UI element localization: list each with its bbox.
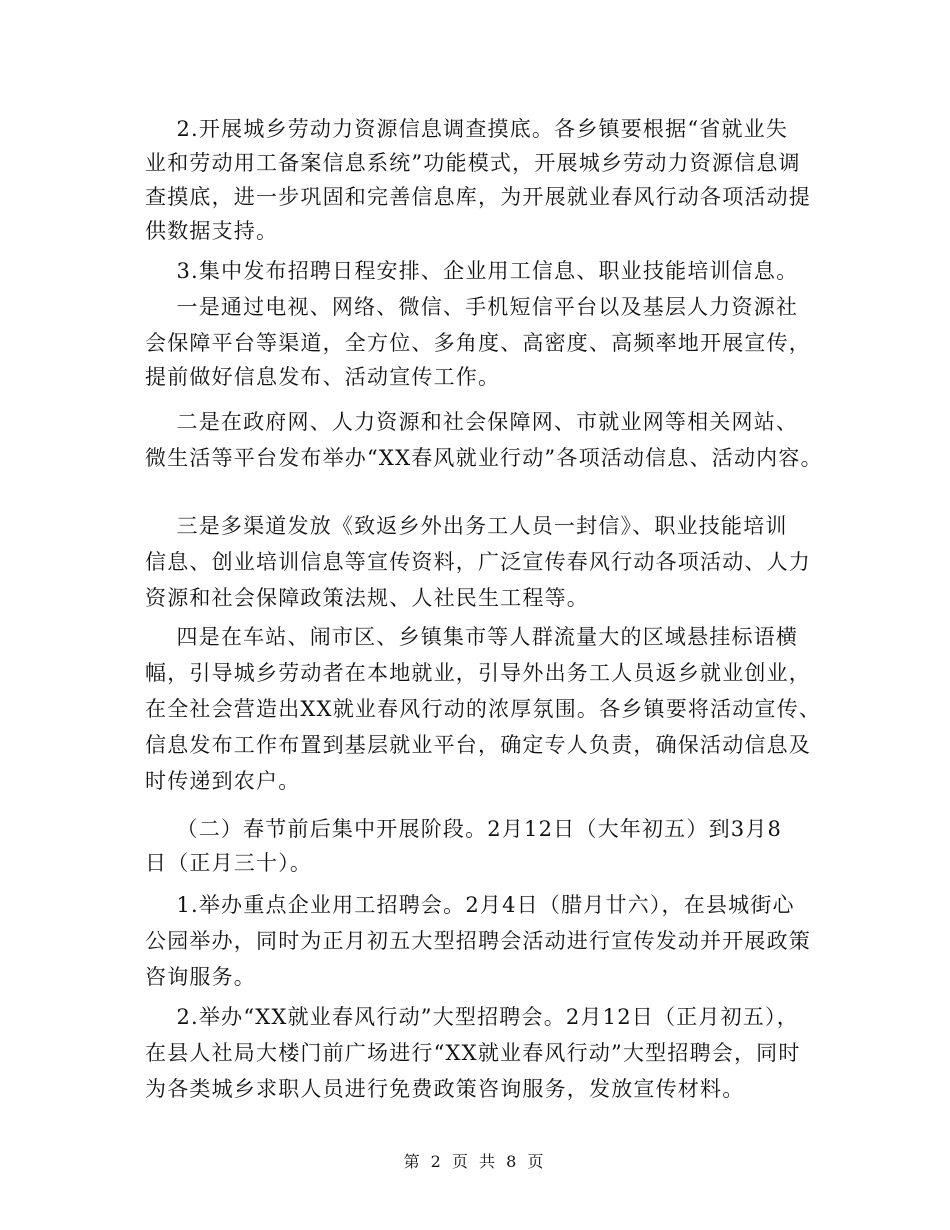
text-line: 三是多渠道发放《致返乡外出务工人员一封信》、职业技能培训 [145,514,788,538]
text-line: 信息发布工作布置到基层就业平台，确定专人负责，确保活动信息及 [145,733,811,757]
text-line: 在全社会营造出XX就业春风行动的浓厚氛围。各乡镇要将活动宣传、 [145,697,822,721]
text-line: 2.开展城乡劳动力资源信息调查摸底。各乡镇要根据“省就业失 [145,117,789,141]
text-line: （二）春节前后集中开展阶段。2月12日（大年初五）到3月8 [145,817,783,841]
text-line: 信息、创业培训信息等宣传资料，广泛宣传春风行动各项活动、人力 [145,550,811,574]
text-line: 2.举办“XX就业春风行动”大型招聘会。2月12日（正月初五）， [145,1005,799,1029]
text-line: 会保障平台等渠道，全方位、多角度、高密度、高频率地开展宣传， [145,331,811,355]
text-line: 在县人社局大楼门前广场进行“XX就业春风行动”大型招聘会，同时 [145,1041,801,1065]
text-line: 幅，引导城乡劳动者在本地就业，引导外出务工人员返乡就业创业， [145,661,811,685]
text-line: 时传递到农户。 [145,769,301,793]
text-line: 二是在政府网、人力资源和社会保障网、市就业网等相关网站、 [145,410,799,434]
text-line: 微生活等平台发布举办“XX春风就业行动”各项活动信息、活动内容。 [145,446,823,470]
text-line: 供数据支持。 [145,219,279,243]
text-line: 四是在车站、闹市区、乡镇集市等人群流量大的区域悬挂标语横 [145,625,799,649]
text-line: 1.举办重点企业用工招聘会。2月4日（腊月廿六），在县城街心 [145,893,795,917]
text-line: 3.集中发布招聘日程安排、企业用工信息、职业技能培训信息。 [145,259,799,283]
text-line: 提前做好信息发布、活动宣传工作。 [145,365,501,389]
page-number-footer: 第 2 页 共 8 页 [403,1152,547,1171]
text-line: 公园举办，同时为正月初五大型招聘会活动进行宣传发动并开展政策 [145,929,811,953]
text-line: 查摸底，进一步巩固和完善信息库，为开展就业春风行动各项活动提 [145,185,811,209]
text-line: 咨询服务。 [145,965,256,989]
text-line: 资源和社会保障政策法规、人社民生工程等。 [145,586,589,610]
text-line: 业和劳动用工备案信息系统”功能模式，开展城乡劳动力资源信息调 [145,151,801,175]
text-line: 一是通过电视、网络、微信、手机短信平台以及基层人力资源社 [145,295,799,319]
text-line: 日（正月三十）。 [145,851,313,875]
text-line: 为各类城乡求职人员进行免费政策咨询服务，发放宣传材料。 [145,1077,745,1101]
